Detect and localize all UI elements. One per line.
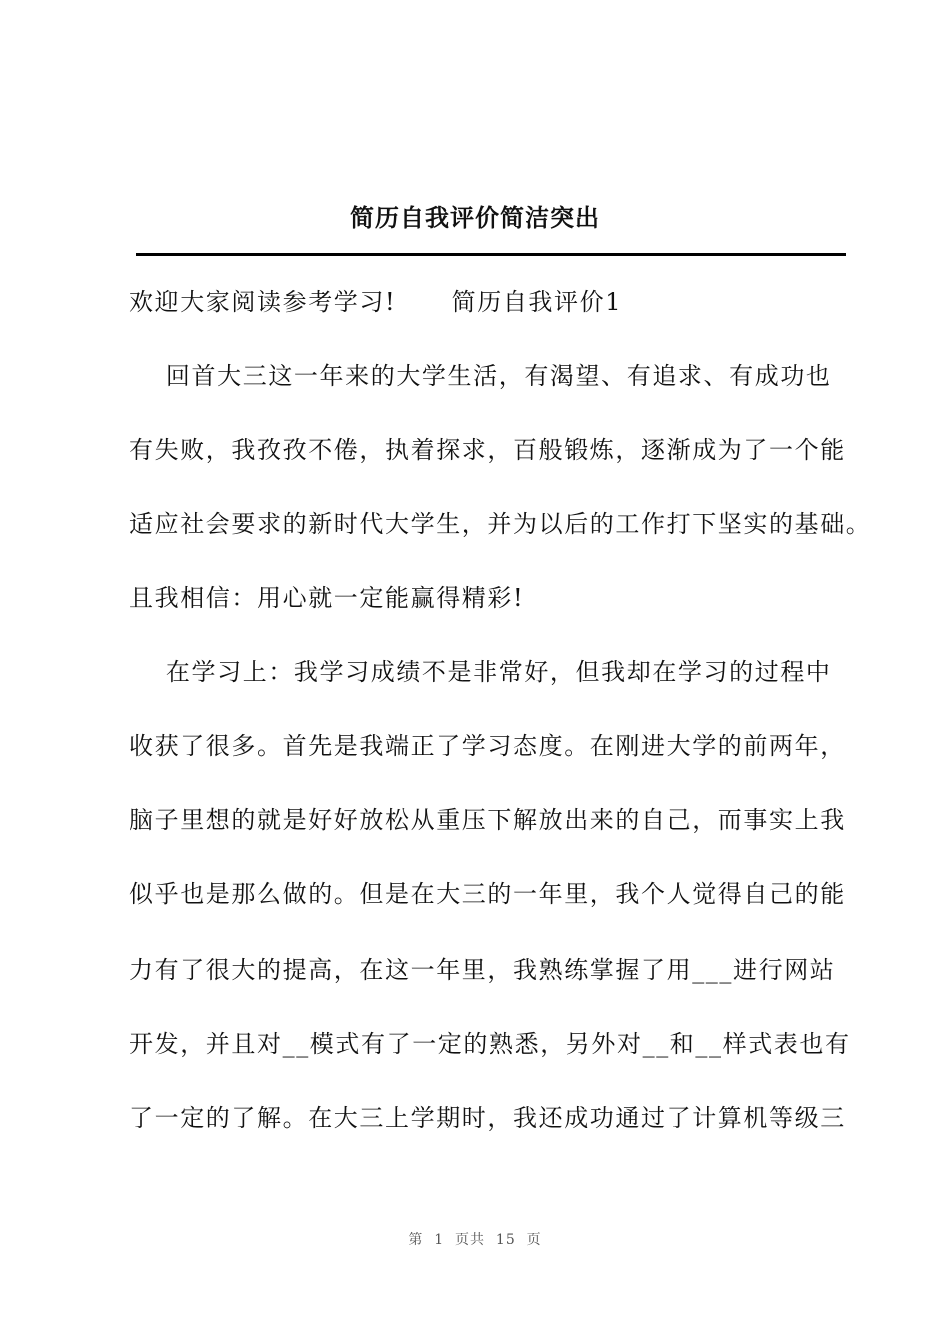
- body-line: 收获了很多。首先是我端正了学习态度。在刚进大学的前两年，: [129, 732, 846, 760]
- body-line: 在学习上：我学习成绩不是非常好，但我却在学习的过程中: [129, 658, 832, 686]
- body-line: 脑子里想的就是好好放松从重压下解放出来的自己，而事实上我: [129, 806, 846, 834]
- body-line: 且我相信：用心就一定能赢得精彩!: [129, 584, 525, 612]
- body-line: 回首大三这一年来的大学生活，有渴望、有追求、有成功也: [129, 362, 832, 390]
- body-line: 力有了很大的提高，在这一年里，我熟练掌握了用___进行网站: [129, 956, 836, 984]
- title-divider: [136, 253, 846, 256]
- body-line: 欢迎大家阅读参考学习! 简历自我评价1: [129, 288, 623, 316]
- body-line: 有失败，我孜孜不倦，执着探求，百般锻炼，逐渐成为了一个能: [129, 436, 846, 464]
- body-line: 开发，并且对__模式有了一定的熟悉，另外对__和__样式表也有: [129, 1030, 851, 1058]
- document-title: 简历自我评价简洁突出: [350, 203, 600, 232]
- body-line: 似乎也是那么做的。但是在大三的一年里，我个人觉得自己的能: [129, 880, 846, 908]
- body-line: 适应社会要求的新时代大学生，并为以后的工作打下坚实的基础。: [129, 510, 872, 538]
- page-number-footer: 第 1 页共 15 页: [408, 1232, 542, 1248]
- body-line: 了一定的了解。在大三上学期时，我还成功通过了计算机等级三: [129, 1104, 846, 1132]
